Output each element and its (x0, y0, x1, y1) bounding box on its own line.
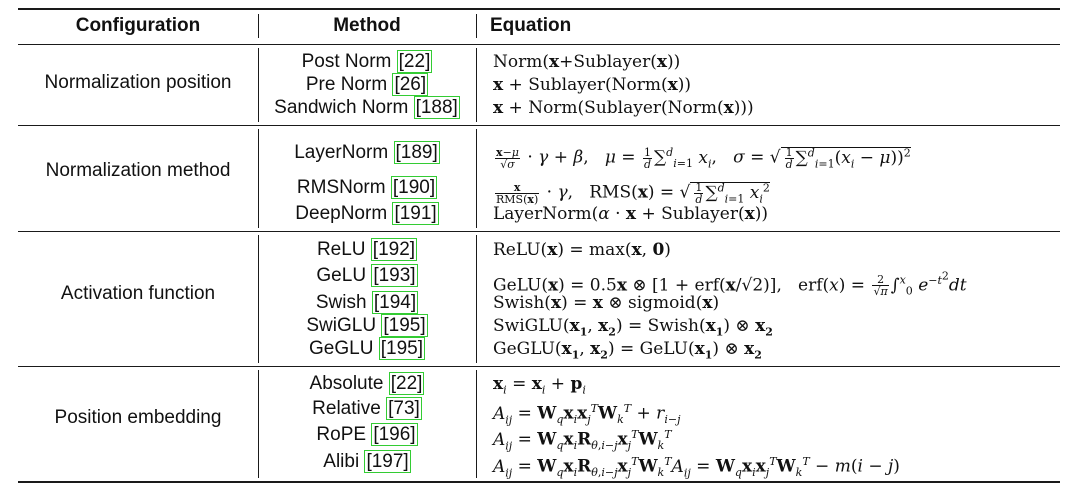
section-rule (18, 125, 1060, 126)
method-deepnorm: DeepNorm [191] (295, 203, 437, 224)
citation-link[interactable]: [195] (380, 338, 423, 359)
method-relative: Relative [73] (312, 398, 420, 419)
equation-post-norm: Norm(x+Sublayer(x)) (493, 52, 681, 72)
header-method: Method (333, 15, 401, 36)
method-sandwich-norm: Sandwich Norm [188] (274, 97, 458, 118)
method-alibi: Alibi [197] (323, 451, 409, 472)
citation-link[interactable]: [194] (373, 292, 417, 313)
citation-link[interactable]: [189] (395, 142, 438, 163)
section-rule (18, 231, 1060, 232)
equation-deepnorm: LayerNorm(α · x + Sublayer(x)) (493, 204, 768, 224)
bottom-rule (18, 481, 1060, 483)
method-swish: Swish [194] (315, 292, 417, 313)
method-relu: ReLU [192] (316, 239, 416, 260)
method-gelu: GeLU [193] (316, 265, 416, 286)
citation-link[interactable]: [195] (383, 315, 426, 336)
equation-layernorm: $\frac{x-\mu}{√\sigma}$ · γ + β, μ = $\frac{1}{d}$ ∑$^d_{i=1}$ $x_i$, σ = √ $\frac{1}{d}$ $\sum^d_{i=1}(x_i - \mu))^2$ (496, 145, 911, 171)
citation-link[interactable]: [191] (394, 203, 437, 224)
citation-link[interactable]: [197] (366, 451, 409, 472)
citation-link[interactable]: [193] (373, 265, 416, 286)
citation-link[interactable]: [73] (388, 398, 420, 419)
method-rope: RoPE [196] (316, 424, 416, 445)
method-layernorm: LayerNorm [189] (294, 142, 438, 163)
citation-link[interactable]: [22] (398, 51, 431, 72)
config-position-embedding: Position embedding (54, 407, 222, 428)
citation-link[interactable]: [190] (392, 177, 436, 198)
equation-geglu: $GeGLU(x_1$, $x_2$) = $GeLU(x_1)$ ⊗ $x_2$ (493, 339, 762, 362)
header-configuration: Configuration (75, 15, 201, 36)
config-normalization-position: Normalization position (44, 72, 232, 93)
equation-swiglu: $SwiGLU(x_1$, $x_2$) = $Swish(x_1)$ ⊗ $x_2$ (493, 316, 773, 339)
config-activation-function: Activation function (60, 283, 216, 304)
config-normalization-method: Normalization method (45, 160, 231, 181)
column-divider (476, 370, 477, 478)
citation-link[interactable]: [26] (394, 74, 427, 95)
method-swiglu: SwiGLU [195] (306, 315, 426, 336)
method-geglu: GeGLU [195] (309, 338, 423, 359)
citation-link[interactable]: [22] (390, 373, 423, 394)
header-rule (18, 44, 1060, 45)
equation-alibi: $A_{ij} = W_qx_iR_{\theta,i-j}x_j^TW_k^TA_{ij} = W_qx_ix_j^TW_k^T - m(i - j)$ (493, 455, 900, 480)
method-post-norm: Post Norm [22] (301, 51, 431, 72)
citation-link[interactable]: [192] (372, 239, 416, 260)
column-divider (476, 129, 477, 228)
equation-gelu: GeLU(x) = 0.5x ⊗ [1 + erf(x/√2)], erf(x) = $\frac{2}{√\pi}$ ∫$^x_0$ $e^{-t^2}dt$ (493, 269, 967, 299)
equation-rope: $A_{ij} = W_qx_iR_{\theta,i-j}x_j^TW_k^T$ (493, 428, 672, 453)
equation-relu: ReLU(x) = max(x, 0) (493, 240, 671, 260)
method-rmsnorm: RMSNorm [190] (296, 177, 436, 198)
method-pre-norm: Pre Norm [26] (305, 74, 427, 95)
equation-relative: $A_{ij} = W_qx_ix_j^TW_k^T + r_{i-j}$ (493, 402, 681, 427)
equation-swish: Swish(x) = x ⊗ sigmoid(x) (493, 293, 720, 313)
header-equation: Equation (490, 15, 572, 36)
citation-link[interactable]: [196] (373, 424, 416, 445)
citation-link[interactable]: [188] (415, 97, 458, 118)
column-divider (476, 235, 477, 363)
column-divider (476, 48, 477, 122)
column-divider (476, 14, 477, 38)
equation-rmsnorm: $\frac{x}{\text{RMS(x)}}$ · γ, RMS(x) = √ $\frac{1}{d}$ ∑$^d_{i=1}$ $x_i^2$ (496, 180, 770, 206)
equation-absolute: $x_i = x_i + p_i$ (493, 374, 586, 397)
section-rule (18, 366, 1060, 367)
equation-pre-norm: x + Sublayer(Norm(x)) (493, 75, 692, 95)
method-absolute: Absolute [22] (309, 373, 423, 394)
equation-sandwich-norm: x + Norm(Sublayer(Norm(x))) (493, 98, 754, 118)
